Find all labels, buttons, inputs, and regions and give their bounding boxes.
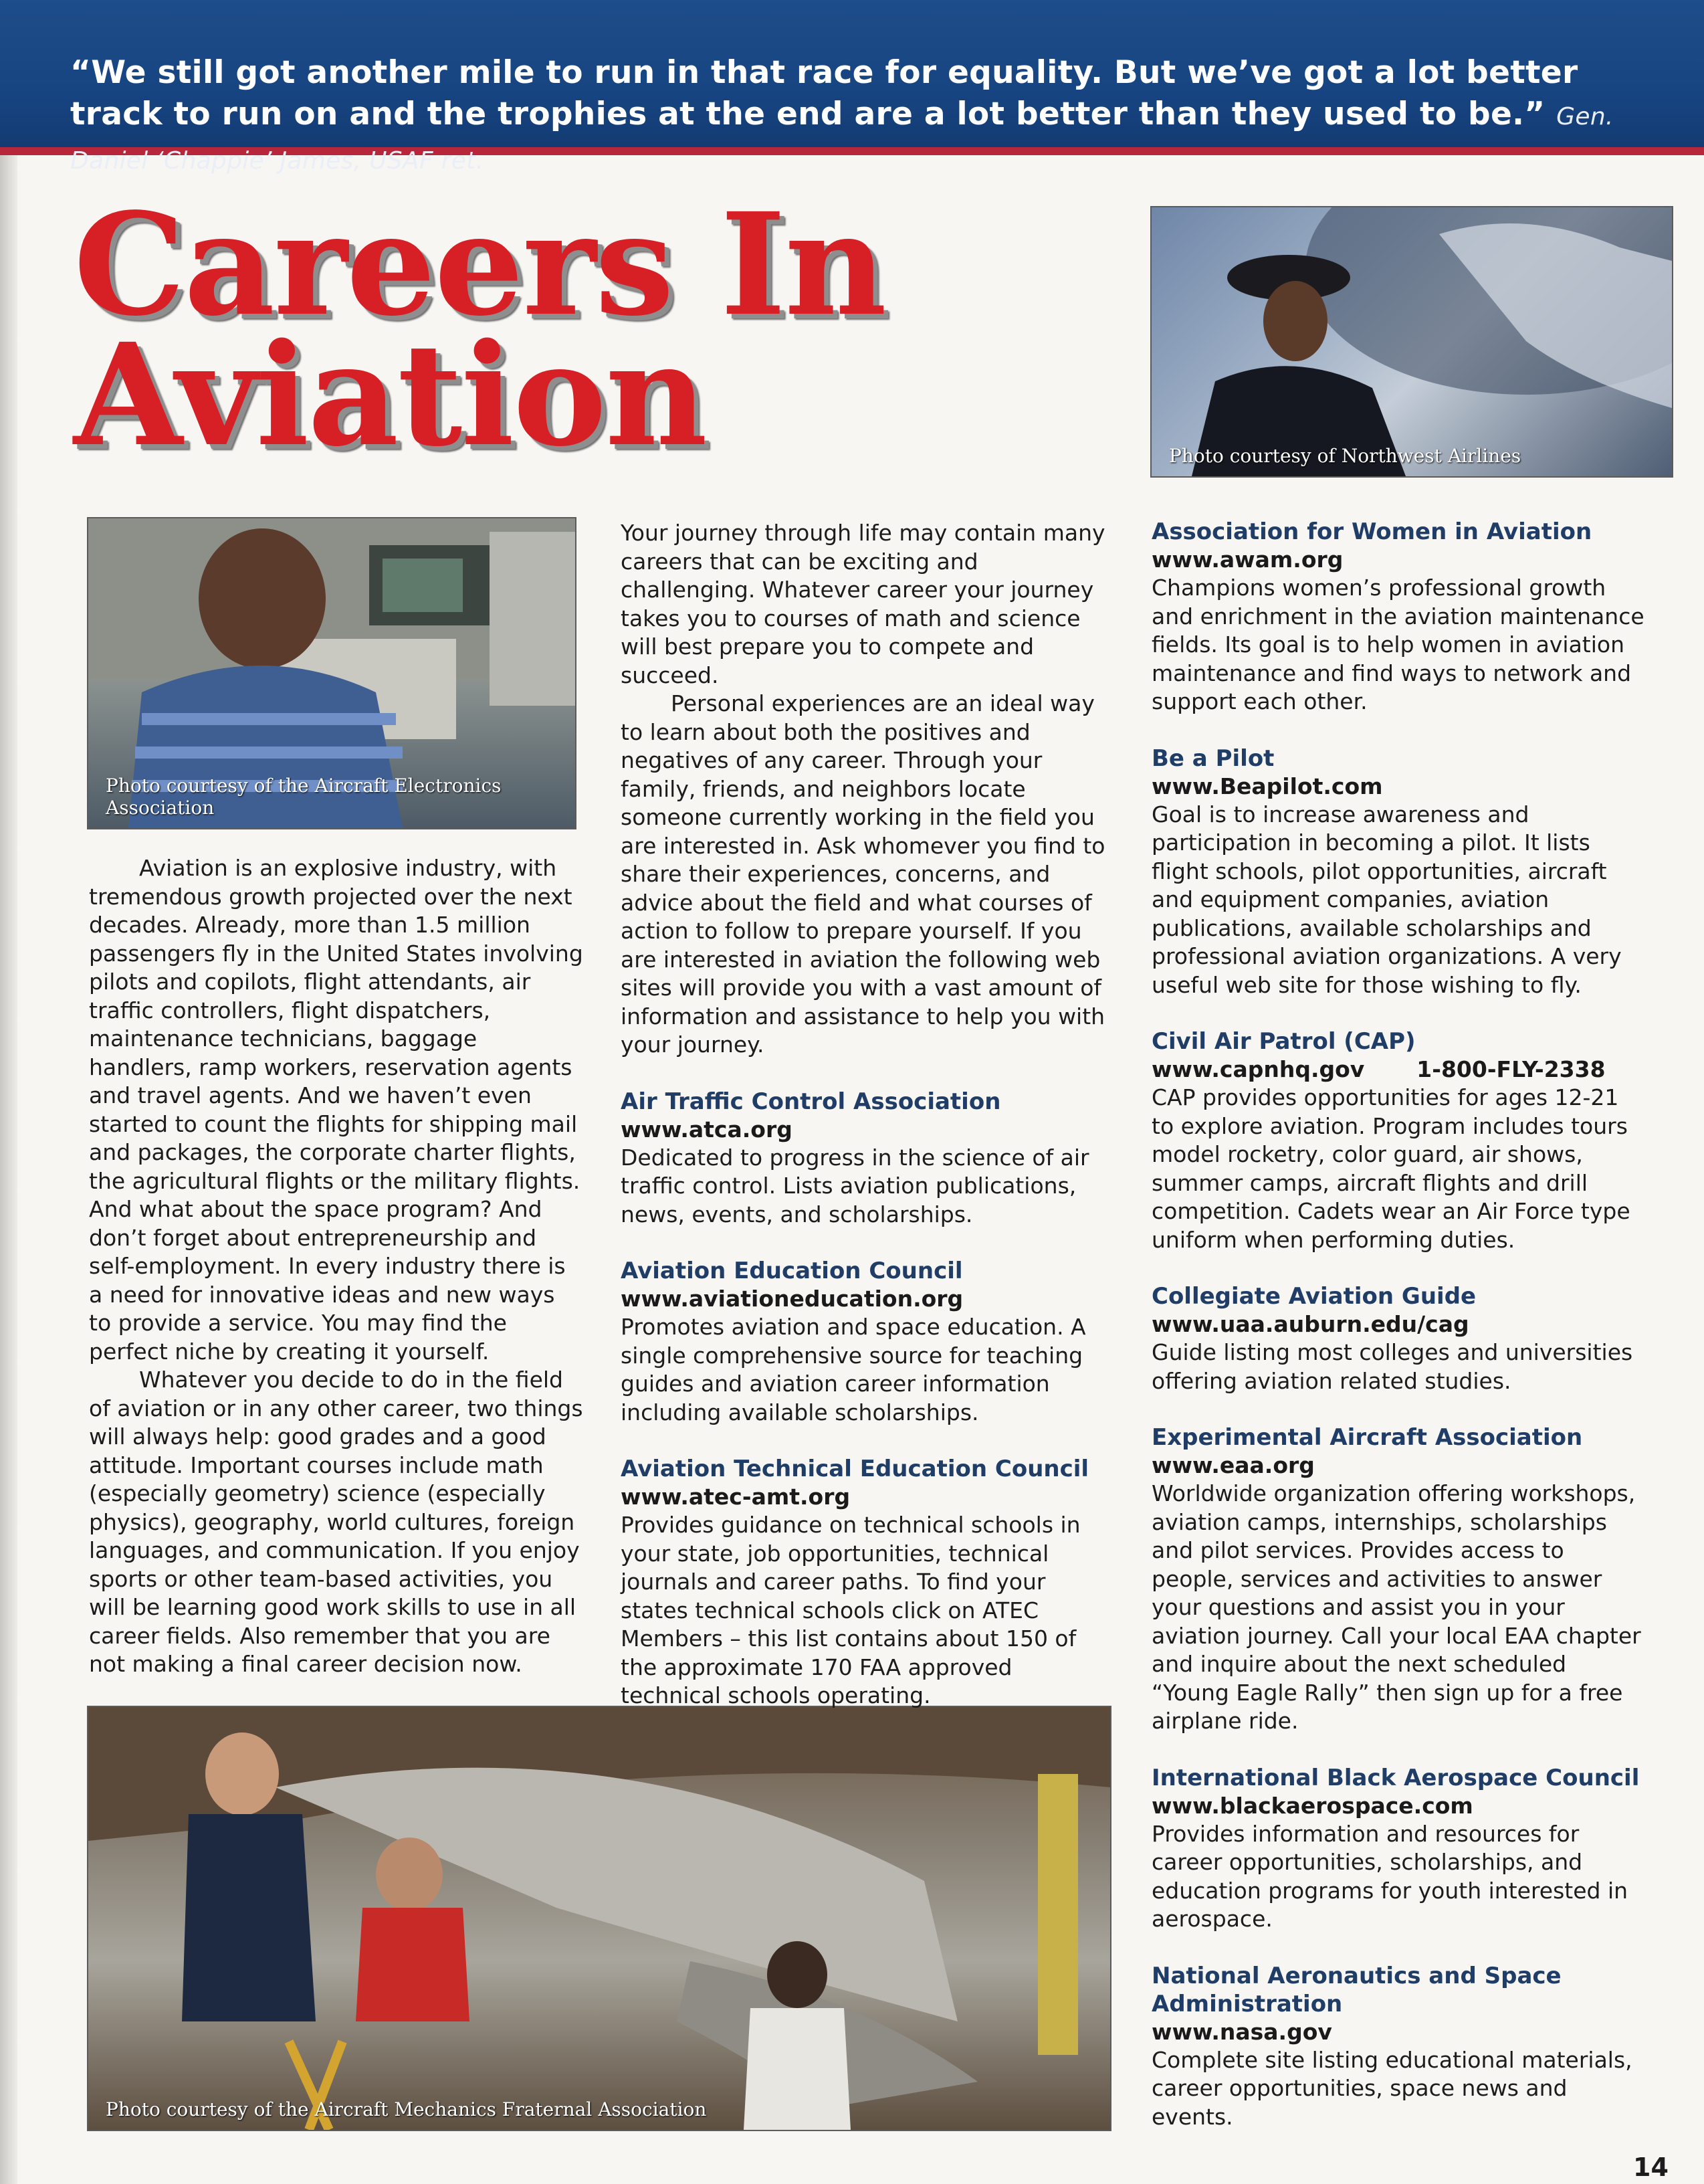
org-url[interactable]: www.awam.org — [1152, 547, 1344, 573]
intro-column-2 — [621, 519, 1112, 1739]
photo-pilot-image — [1152, 207, 1672, 476]
photo-hangar-caption: Photo courtesy of the Aircraft Mechanics Fraternal Association — [106, 2098, 707, 2120]
org-entry — [1152, 1962, 1646, 2132]
org-name: National Aeronautics and Space Administration — [1152, 1962, 1562, 2017]
photo-pilot — [1150, 206, 1673, 478]
photo-pilot-caption: Photo courtesy of Northwest Airlines — [1169, 445, 1521, 467]
org-entry — [1152, 518, 1646, 716]
org-description: Provides guidance on technical schools in your state, job opportunities, technical journals and career paths. To find your states technical schools click on ATEC Members – this list contains about 150 of the approximate 170 FAA approved technical schools operating. — [621, 1512, 1081, 1708]
org-url[interactable]: www.Beapilot.com — [1152, 773, 1383, 799]
intro-column-1 — [89, 854, 584, 1679]
org-entry — [1152, 1027, 1646, 1254]
org-phone: 1-800-FLY-2338 — [1416, 1056, 1606, 1082]
intro-paragraph-2: Whatever you decide to do in the field of aviation or in any other career, two things will always help: good grades and a good attitude. Important courses include math (especially geometry) science (especially physics), geography, world cultures, foreign languages, and communication. If you enjoy sports or other team-based activities, you will be learning good work skills to use in all career fields. Also remember that you are not making a final career decision now. — [89, 1367, 583, 1677]
page-title — [74, 182, 943, 478]
photo-technician — [87, 517, 576, 829]
org-description: Promotes aviation and space education. A single comprehensive source for teaching guides and aviation career information including available scholarships. — [621, 1314, 1086, 1425]
photo-hangar-image — [88, 1707, 1110, 2130]
org-entry — [1152, 1423, 1646, 1736]
org-description: Guide listing most colleges and universities offering aviation related studies. — [1152, 1339, 1633, 1394]
intro-paragraph-4: Personal experiences are an ideal way to learn about both the positives and negatives of any career. Through your family, friends, and neighbors locate someone currently working in the field you are interested in. Ask whomever you find to share their experiences, concerns, and advice about the field and what courses of action to follow to prepare yourself. If you are interested in aviation the following web sites will provide you with a vast amount of information and assistance to help you with your journey. — [621, 690, 1105, 1058]
org-entry — [1152, 744, 1646, 1000]
org-name: Air Traffic Control Association — [621, 1088, 1001, 1115]
org-name: International Black Aerospace Council — [1152, 1764, 1640, 1791]
org-url[interactable]: www.blackaerospace.com — [1152, 1792, 1473, 1819]
org-name: Collegiate Aviation Guide — [1152, 1283, 1477, 1310]
org-description: Goal is to increase awareness and participation in becoming a pilot. It lists flight schools, pilot opportunities, aircraft and equipment companies, aviation publications, available scholarships and professional aviation organizations. A very useful web site for those wishing to fly. — [1152, 801, 1622, 998]
org-name: Aviation Education Council — [621, 1258, 963, 1284]
org-url[interactable]: www.uaa.auburn.edu/cag — [1152, 1311, 1469, 1337]
org-name: Experimental Aircraft Association — [1152, 1424, 1583, 1451]
org-url[interactable]: www.nasa.gov — [1152, 2018, 1332, 2045]
org-entry — [621, 1088, 1112, 1229]
title-line-1: Careers In — [74, 182, 885, 347]
page-binding-edge — [0, 155, 17, 2184]
org-description: Complete site listing educational materials, career opportunities, space news and events. — [1152, 2046, 1632, 2130]
org-entry — [1152, 1282, 1646, 1395]
org-entry — [1152, 1764, 1646, 1934]
title-line-2: Aviation — [74, 312, 706, 478]
quote-banner — [0, 0, 1704, 175]
org-url[interactable]: www.atec-amt.org — [621, 1484, 851, 1510]
org-entry — [621, 1257, 1112, 1427]
org-name: Association for Women in Aviation — [1152, 518, 1592, 545]
org-url[interactable]: www.atca.org — [621, 1116, 792, 1143]
org-entry — [621, 1455, 1112, 1710]
org-description: Champions women’s professional growth and enrichment in the aviation maintenance fields. Its goal is to help women in aviation maintenance and find ways to network and support each other. — [1152, 575, 1644, 714]
photo-technician-caption: Photo courtesy of the Aircraft Electronics Association — [106, 775, 502, 819]
org-name: Aviation Technical Education Council — [621, 1456, 1089, 1482]
directory-column — [1152, 518, 1646, 2159]
quote-body: “We still got another mile to run in that race for equality. But we’ve got a lot better track to run on and the trophies at the end are a lot better than they used to be.” — [70, 54, 1578, 132]
quote-attribution: Gen. Daniel ‘Chappie’ James, USAF ret. — [70, 103, 1614, 175]
org-url[interactable]: www.aviationeducation.org — [621, 1286, 964, 1312]
org-name: Civil Air Patrol (CAP) — [1152, 1028, 1416, 1055]
org-url[interactable]: www.capnhq.gov — [1152, 1056, 1365, 1082]
org-description: Provides information and resources for career opportunities, scholarships, and education programs for youth interested in aerospace. — [1152, 1820, 1628, 1932]
org-name: Be a Pilot — [1152, 744, 1275, 772]
org-description: Worldwide organization offering workshops, aviation camps, internships, scholarships and pilot services. Provides access to people, services and activities to answer your questions and assist you in your aviation journey. Call your local EAA chapter and inquire about the next scheduled “Young Eagle Rally” then sign up for a free airplane ride. — [1152, 1480, 1641, 1734]
quote-text — [70, 52, 1662, 182]
org-description: CAP provides opportunities for ages 12-21 to explore aviation. Program includes tours model rocketry, color guard, air shows, summer camps, aircraft flights and drill competition. Cadets wear an Air Force type uniform when performing duties. — [1152, 1084, 1630, 1253]
org-description: Dedicated to progress in the science of air traffic control. Lists aviation publications, news, events, and scholarships. — [621, 1144, 1089, 1227]
page-number: 14 — [1633, 2153, 1669, 2182]
org-url-line — [1152, 1056, 1646, 1084]
intro-paragraph-1: Aviation is an explosive industry, with tremendous growth projected over the next decades. Already, more than 1.5 million passengers fly in the United States involving pilots and copilots, flight attendants, air traffic controllers, flight dispatchers, maintenance technicians, baggage handlers, ramp workers, reservation agents and travel agents. And we haven’t even started to count the flights for shipping mail and packages, the corporate charter flights, the agricultural flights or the military flights. And what about the space program? And don’t forget about entrepreneurship and self-employment. In every industry there is a need for innovative ideas and new ways to provide a service. You may find the perfect niche by creating it yourself. — [89, 855, 583, 1365]
org-url[interactable]: www.eaa.org — [1152, 1452, 1315, 1478]
intro-paragraph-3: Your journey through life may contain many careers that can be exciting and challenging. Whatever career your journey takes you to courses of math and science will best prepare you to compete and succeed. — [621, 520, 1105, 688]
photo-hangar — [87, 1706, 1111, 2131]
